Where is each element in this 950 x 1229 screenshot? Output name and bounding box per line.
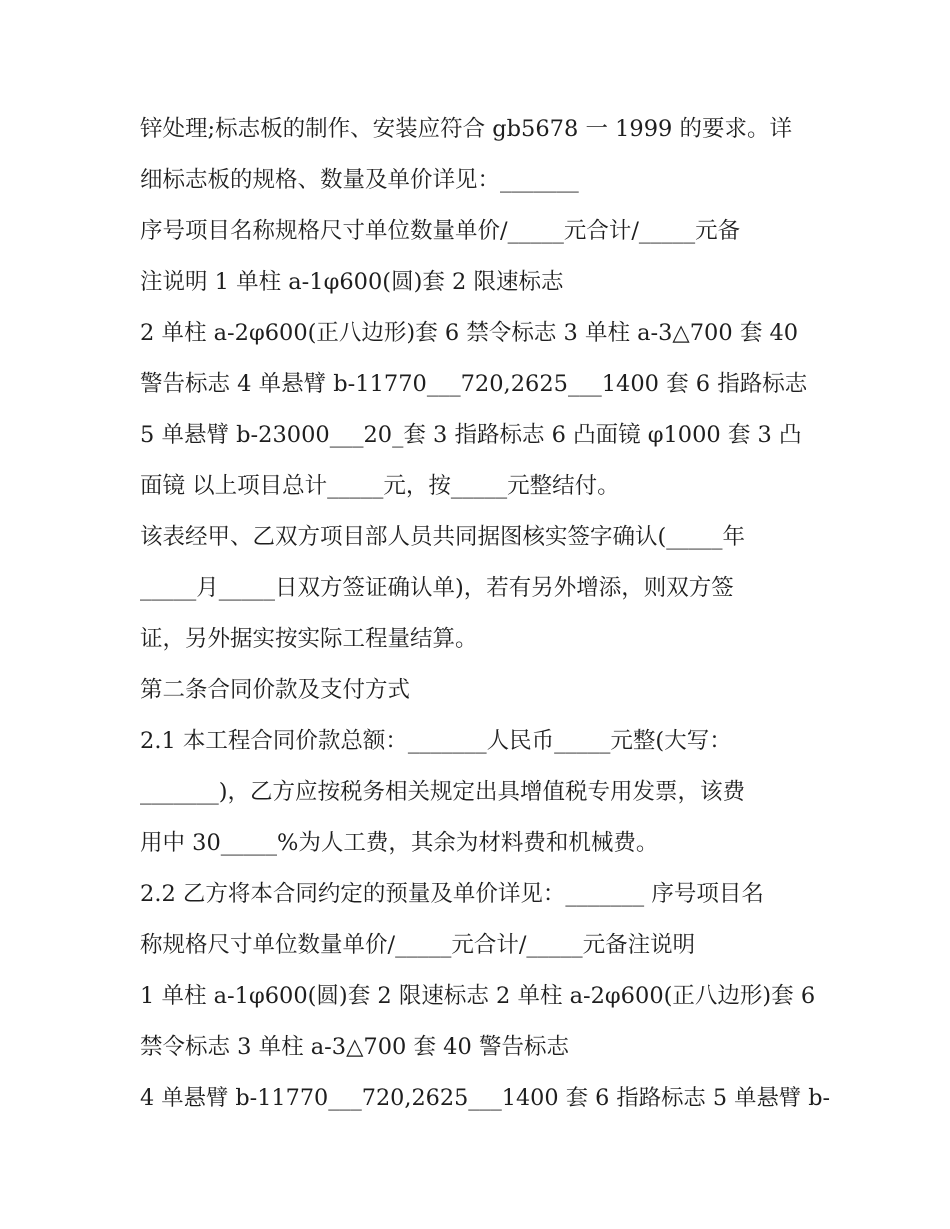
text-line: 序号项目名称规格尺寸单位数量单价/_____元合计/_____元备 [140,218,741,244]
text-line: 该表经甲、乙双方项目部人员共同据图核实签字确认(_____年 [140,524,746,550]
document-body [140,104,831,1124]
text-line: 2.2 乙方将本合同约定的预量及单价详见：_______ 序号项目名 [140,881,764,907]
text-line: 4 单悬臂 b-11770___720,2625___1400 套 6 指路标志 5 单悬臂 b- [140,1085,831,1111]
text-line: 用中 30_____%为人工费，其余为材料费和机械费。 [140,830,659,856]
text-line: 警告标志 4 单悬臂 b-11770___720,2625___1400 套 6 指路标志 [140,371,808,397]
text-line: 证，另外据实按实际工程量结算。 [140,626,478,652]
text-line: _____月_____日双方签证确认单)，若有另外增添，则双方签 [140,575,734,601]
text-line: 面镜 以上项目总计_____元，按_____元整结付。 [140,473,620,499]
text-line: 锌处理;标志板的制作、安装应符合 gb5678 一 1999 的要求。详 [140,116,793,142]
text-line: 禁令标志 3 单柱 a-3△700 套 40 警告标志 [140,1034,569,1060]
text-line: 2 单柱 a-2φ600(正八边形)套 6 禁令标志 3 单柱 a-3△700 套 40 [140,320,799,346]
text-line: 细标志板的规格、数量及单价详见：_______ [140,167,579,193]
text-line: 称规格尺寸单位数量单价/_____元合计/_____元备注说明 [140,932,696,958]
text-line: 1 单柱 a-1φ600(圆)套 2 限速标志 2 单柱 a-2φ600(正八边形)套 6 [140,983,816,1009]
text-line: _______)，乙方应按税务相关规定出具增值税专用发票，该费 [140,779,746,805]
text-line: 5 单悬臂 b-23000___20_套 3 指路标志 6 凸面镜 φ1000 套 3 凸 [140,422,802,448]
section-heading: 第二条合同价款及支付方式 [140,677,411,703]
text-line: 2.1 本工程合同价款总额：_______人民币_____元整(大写： [140,728,732,754]
text-line: 注说明 1 单柱 a-1φ600(圆)套 2 限速标志 [140,269,564,295]
